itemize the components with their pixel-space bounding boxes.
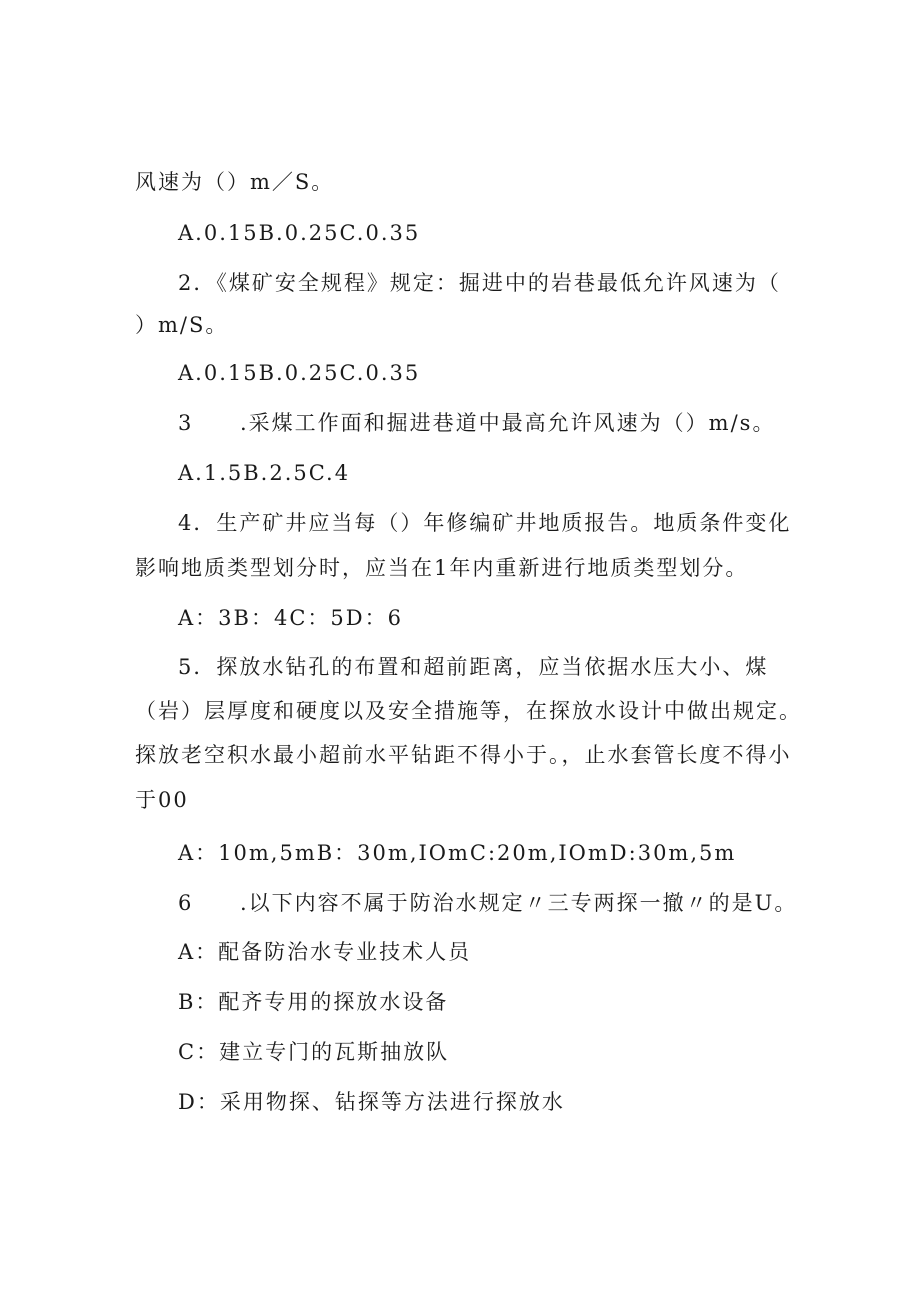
question-6-number: 6 (178, 891, 194, 915)
question-6-text (178, 889, 797, 917)
question-4-options: A：3B：4C：5D：6 (178, 606, 403, 630)
question-5-text-line-2: （岩）层厚度和硬度以及安全措施等，在探放水设计中做出规定。 (135, 699, 802, 723)
question-6-option-b: B：配齐专用的探放水设备 (178, 990, 449, 1014)
question-6-option-c: C：建立专门的瓦斯抽放队 (178, 1040, 450, 1064)
question-2-text: 2．《煤矿安全规程》规定：掘进中的岩巷最低允许风速为（ (178, 271, 781, 295)
question-4-text: 4．生产矿井应当每（）年修编矿井地质报告。地质条件变化 (178, 511, 792, 535)
question-1-options: A.0.15B.0.25C.0.35 (178, 221, 421, 245)
question-5-text: 5．探放水钻孔的布置和超前距离，应当依据水压大小、煤 (178, 655, 769, 679)
question-3-body: .采煤工作面和掘进巷道中最高允许风速为（）m/s。 (240, 411, 776, 435)
question-2-options: A.0.15B.0.25C.0.35 (178, 361, 421, 385)
question-5-text-line-4: 于00 (135, 788, 189, 812)
question-3-number: 3 (178, 411, 194, 435)
question-3-text (178, 409, 775, 437)
question-4-text-continuation: 影响地质类型划分时，应当在1年内重新进行地质类型划分。 (135, 556, 749, 580)
question-6-body: .以下内容不属于防治水规定〃三专两探一撤〃的是U。 (240, 891, 798, 915)
question-1-continuation: 风速为（）m／S。 (135, 170, 335, 194)
question-6-option-d: D：采用物探、钻探等方法进行探放水 (178, 1090, 565, 1114)
question-6-option-a: A：配备防治水专业技术人员 (178, 940, 472, 964)
question-3-options: A.1.5B.2.5C.4 (178, 461, 351, 485)
question-2-text-continuation: ）m/S。 (135, 313, 229, 337)
question-5-options: A：10m,5mB：30m,IOmC:20m,IOmD:30m,5m (178, 841, 737, 865)
question-5-text-line-3: 探放老空积水最小超前水平钻距不得小于。，止水套管长度不得小 (135, 743, 792, 767)
